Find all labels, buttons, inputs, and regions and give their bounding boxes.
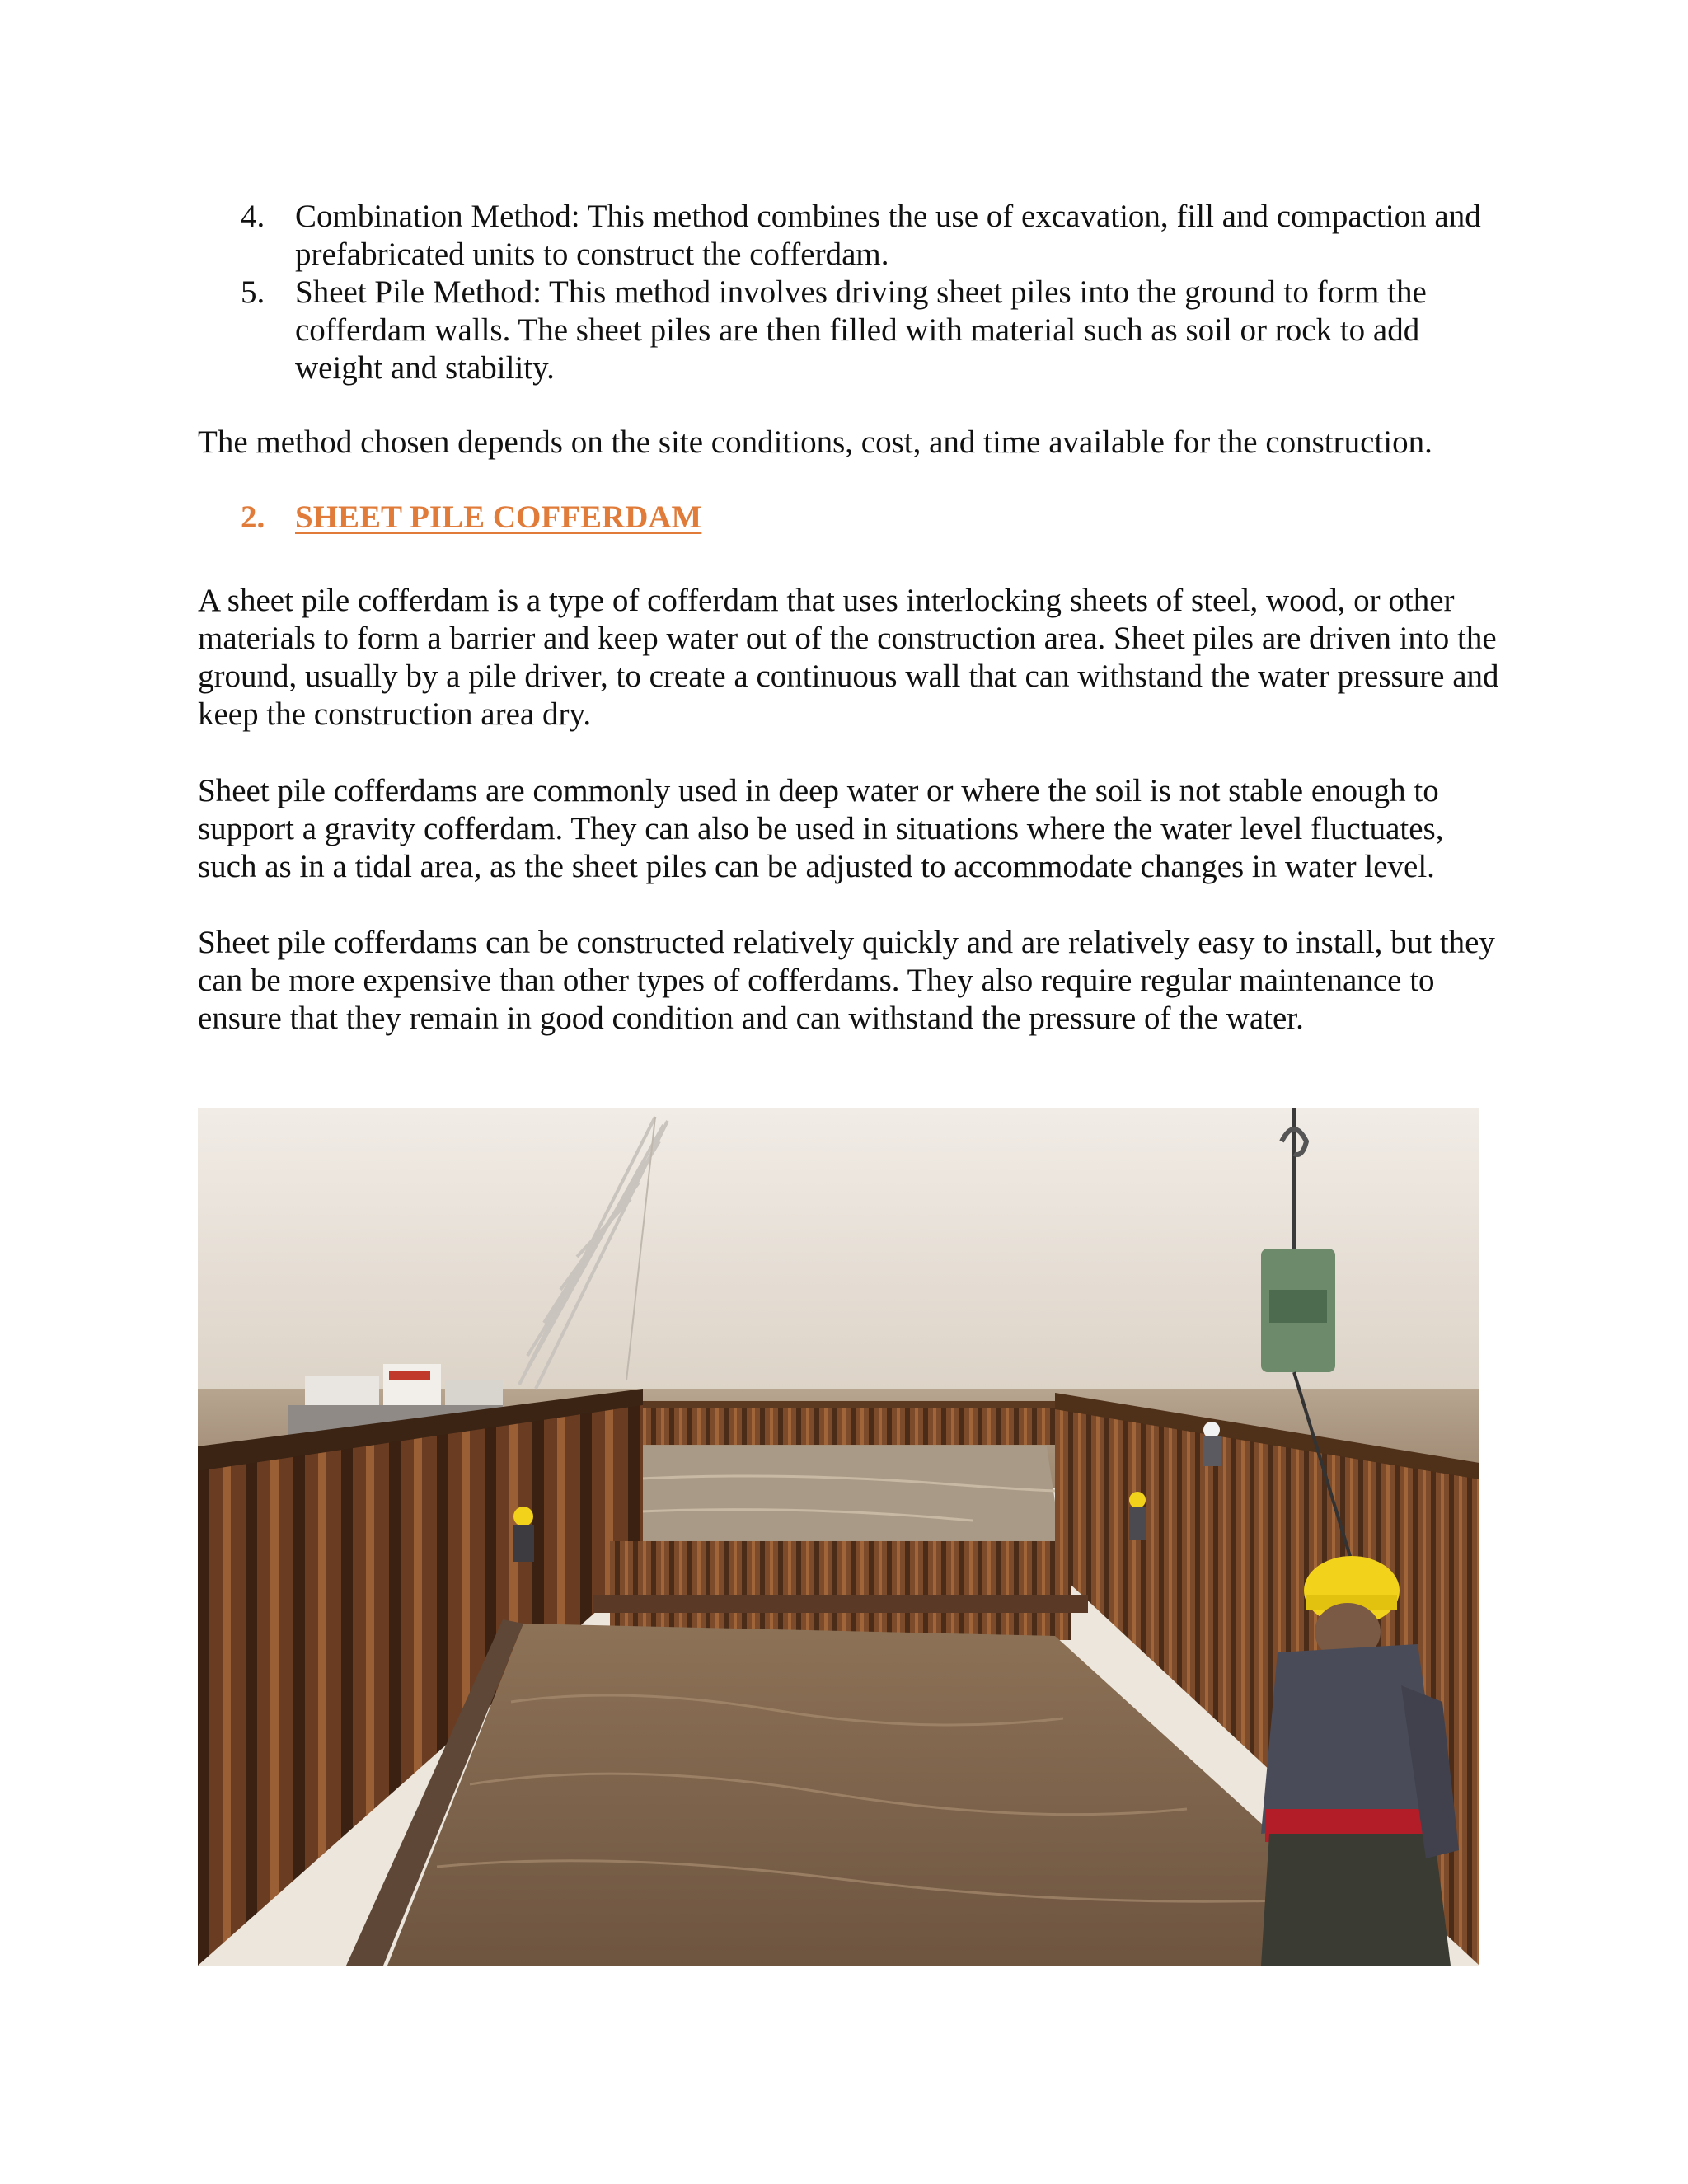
list-item-number: 5. <box>241 274 265 310</box>
section-number: 2. <box>241 499 265 535</box>
section-title-link[interactable]: SHEET PILE COFFERDAM <box>295 499 702 535</box>
section-heading <box>241 499 701 537</box>
list-item-text: Combination Method: This method combines the use of excavation, fill and compaction and prefabricated units to construct the cofferdam. <box>295 199 1481 272</box>
paragraph-usage: Sheet pile cofferdams are commonly used in deep water or where the soil is not stable enough to support a gravity cofferdam. They can also be used in situations where the water level fluctuates, such as in a tidal area, as the sheet piles can be adjusted to accommodate changes in water level. <box>198 773 1444 884</box>
paragraph-cost: Sheet pile cofferdams can be constructed relatively quickly and are relatively easy to install, but they can be more expensive than other types of cofferdams. They also require regular maintenance to ensure that they remain in good condition and can withstand the pressure of the water. <box>198 925 1495 1036</box>
cofferdam-photo-illustration <box>198 1108 1479 1966</box>
list-item <box>198 198 1500 274</box>
list-item-text: Sheet Pile Method: This method involves driving sheet piles into the ground to form the cofferdam walls. The sheet piles are then filled with material such as soil or rock to add weight and stability. <box>295 274 1427 386</box>
list-item <box>198 274 1500 387</box>
cofferdam-photo <box>198 1108 1479 1966</box>
list-item-number: 4. <box>241 199 265 234</box>
method-summary: The method chosen depends on the site conditions, cost, and time available for the construction. <box>198 424 1432 460</box>
paragraph-definition: A sheet pile cofferdam is a type of cofferdam that uses interlocking sheets of steel, wood, or other materials to form a barrier and keep water out of the construction area. Sheet piles are driven into the ground, usually by a pile driver, to create a continuous wall that can withstand the water pressure and keep the construction area dry. <box>198 583 1499 732</box>
methods-list <box>198 198 1500 387</box>
